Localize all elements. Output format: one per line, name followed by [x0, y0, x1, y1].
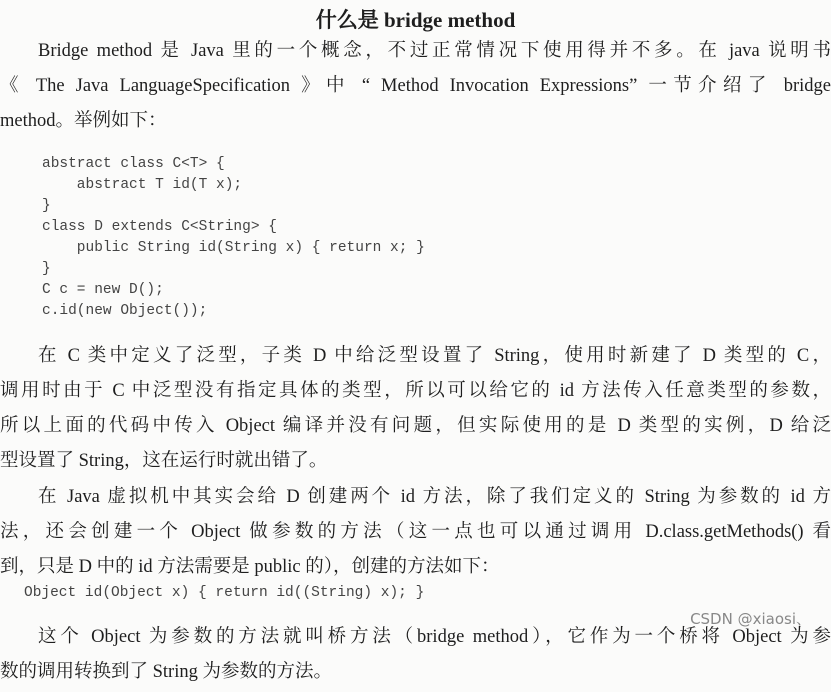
- code-line: }: [42, 261, 51, 277]
- code-line: abstract T id(T x);: [42, 177, 243, 193]
- paragraph-line: 这个 Object 为参数的方法就叫桥方法（bridge method），它作为一个桥将 Object 为参: [38, 627, 831, 647]
- paragraph-line: method。举例如下：: [0, 111, 167, 131]
- code-line: abstract class C<T> {: [42, 156, 225, 172]
- code-line: class D extends C<String> {: [42, 219, 277, 235]
- code-line: Object id(Object x) { return id((String) x); }: [24, 585, 425, 601]
- paragraph-line: 数的调用转换到了 String 为参数的方法。: [0, 662, 332, 682]
- code-line: public String id(String x) { return x; }: [42, 240, 425, 256]
- section-title: 什么是 bridge method: [315, 8, 516, 32]
- paragraph-line: 到，只是 D 中的 id 方法需要是 public 的），创建的方法如下：: [0, 557, 500, 577]
- paragraph-line: 《 The Java LanguageSpecification 》中 “ Method Invocation Expressions” 一节介绍了 bridge: [0, 76, 831, 96]
- paragraph-line: 在 C 类中定义了泛型，子类 D 中给泛型设置了 String，使用时新建了 D 类型的 C，: [38, 346, 831, 366]
- code-line: C c = new D();: [42, 282, 164, 298]
- paragraph-line: 法，还会创建一个 Object 做参数的方法（这一点也可以通过调用 D.class.getMethods() 看: [0, 522, 831, 542]
- paragraph-line: 所以上面的代码中传入 Object 编译并没有问题，但实际使用的是 D 类型的实例，D 给泛: [0, 416, 831, 436]
- paragraph-line: 调用时由于 C 中泛型没有指定具体的类型，所以可以给它的 id 方法传入任意类型的参数，: [0, 381, 831, 401]
- paragraph-line: 在 Java 虚拟机中其实会给 D 创建两个 id 方法，除了我们定义的 String 为参数的 id 方: [38, 487, 831, 507]
- code-line: }: [42, 198, 51, 214]
- paragraph-line: 型设置了 String，这在运行时就出错了。: [0, 451, 328, 471]
- watermark: CSDN @xiaosi、: [690, 610, 811, 628]
- code-line: c.id(new Object());: [42, 303, 208, 319]
- paragraph-line: Bridge method 是 Java 里的一个概念，不过正常情况下使用得并不多。在 java 说明书: [38, 41, 831, 61]
